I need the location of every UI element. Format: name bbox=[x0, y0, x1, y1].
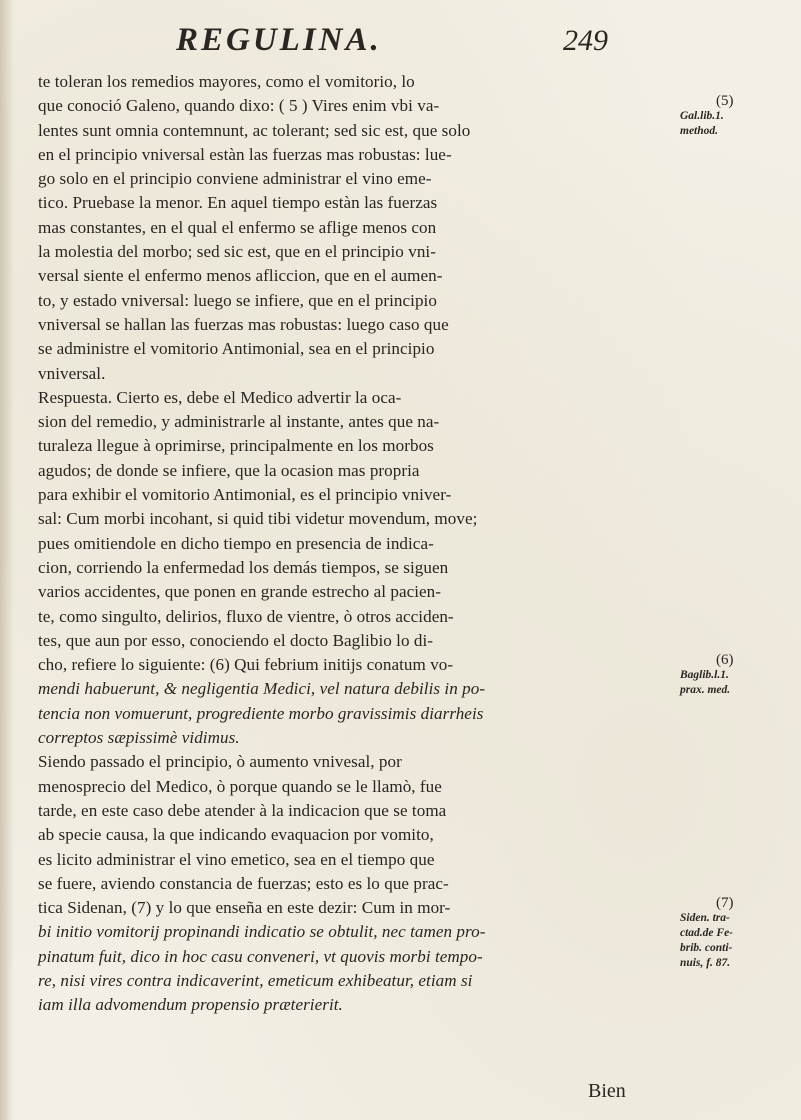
text-line: ab specie causa, la que indicando evaquacion por vomito, bbox=[38, 825, 434, 845]
text-line: turaleza llegue à oprimirse, principalmente en los morbos bbox=[38, 436, 434, 456]
text-line: pinatum fuit, dico in hoc casu conveneri, vt quovis morbi tempo- bbox=[38, 946, 483, 966]
page-number: 249 bbox=[563, 24, 608, 57]
margin-note-number: (5) bbox=[716, 93, 734, 110]
text-line: go solo en el principio conviene administrar el vino eme- bbox=[38, 169, 432, 189]
text-line: se administre el vomitorio Antimonial, sea en el principio bbox=[38, 339, 435, 359]
text-line: menosprecio del Medico, ò porque quando se le llamò, fue bbox=[38, 776, 442, 796]
text-line: tico. Pruebase la menor. En aquel tiempo estàn las fuerzas bbox=[38, 193, 438, 213]
text-line: se fuere, aviendo constancia de fuerzas; esto es lo que prac- bbox=[38, 873, 449, 893]
text-line: versal siente el enfermo menos afliccion, que en el aumen- bbox=[38, 266, 443, 286]
margin-note-text: Baglib.l.1. prax. med. bbox=[680, 669, 731, 697]
text-line: correptos sæpissimè vidimus. bbox=[38, 728, 240, 748]
text-line: mas constantes, en el qual el enfermo se aflige menos con bbox=[38, 217, 437, 237]
text-line: es licito administrar el vino emetico, sea en el tiempo que bbox=[38, 849, 435, 869]
margin-note bbox=[680, 94, 800, 139]
text-line: lentes sunt omnia contemnunt, ac tolerant; sed sic est, que solo bbox=[38, 120, 471, 140]
catchword: Bien bbox=[588, 1080, 626, 1102]
text-line: la molestia del morbo; sed sic est, que en el principio vni- bbox=[38, 242, 436, 262]
text-line: pues omitiendole en dicho tiempo en presencia de indica- bbox=[38, 533, 434, 553]
page-edge-shadow bbox=[0, 0, 14, 1120]
text-line: en el principio vniversal estàn las fuerzas mas robustas: lue- bbox=[38, 144, 452, 164]
text-line: cho, refiere lo siguiente: (6) Qui febrium initijs conatum vo- bbox=[38, 655, 454, 675]
text-line: te, como singulto, delirios, fluxo de vientre, ò otros acciden- bbox=[38, 606, 454, 626]
text-line: vniversal. bbox=[38, 363, 106, 383]
text-line: agudos; de donde se infiere, que la ocasion mas propria bbox=[38, 460, 420, 480]
text-line: Respuesta. Cierto es, debe el Medico advertir la oca- bbox=[38, 387, 402, 407]
text-line: vniversal se hallan las fuerzas mas robustas: luego caso que bbox=[38, 314, 449, 334]
text-line: tarde, en este caso debe atender à la indicacion que se toma bbox=[38, 800, 447, 820]
text-line: te toleran los remedios mayores, como el vomitorio, lo bbox=[38, 72, 415, 91]
margin-note bbox=[680, 896, 800, 971]
text-line: tes, que aun por esso, conociendo el docto Baglibio lo di- bbox=[38, 630, 434, 650]
margin-note-number: (7) bbox=[716, 895, 734, 912]
body-text bbox=[38, 70, 663, 1018]
margin-note-text: Gal.lib.1. method. bbox=[680, 110, 724, 138]
text-line: para exhibir el vomitorio Antimonial, es el principio vniver- bbox=[38, 485, 452, 505]
text-line: tencia non vomuerunt, progrediente morbo gravissimis diarrheis bbox=[38, 703, 484, 723]
text-line: tica Sidenan, (7) y lo que enseña en este dezir: Cum in mor- bbox=[38, 898, 451, 918]
text-line: to, y estado vniversal: luego se infiere, que en el principio bbox=[38, 290, 437, 310]
text-line: sion del remedio, y administrarle al instante, antes que na- bbox=[38, 412, 440, 432]
margin-note-number: (6) bbox=[716, 652, 734, 669]
text-line: varios accidentes, que ponen en grande estrecho al pacien- bbox=[38, 582, 441, 602]
text-line: bi initio vomitorij propinandi indicatio se obtulit, nec tamen pro- bbox=[38, 922, 486, 942]
page-header bbox=[0, 16, 801, 66]
text-line: que conoció Galeno, quando dixo: ( 5 ) Vires enim vbi va- bbox=[38, 96, 440, 116]
text-line: mendi habuerunt, & negligentia Medici, vel natura debilis in po- bbox=[38, 679, 486, 699]
margin-note-text: Siden. tra- ctad.de Fe- brib. conti- nuis, f. 87. bbox=[680, 912, 734, 970]
text-line: cion, corriendo la enfermedad los demás tiempos, se siguen bbox=[38, 557, 449, 577]
running-title: REGULINA. bbox=[176, 22, 382, 58]
margin-note bbox=[680, 653, 800, 698]
text-line: iam illa advomendum propensio præterierit. bbox=[38, 995, 343, 1015]
text-line: Siendo passado el principio, ò aumento vnivesal, por bbox=[38, 752, 402, 772]
text-line: sal: Cum morbi incohant, si quid tibi videtur movendum, move; bbox=[38, 509, 478, 529]
text-line: re, nisi vires contra indicaverint, emeticum exhibeatur, etiam si bbox=[38, 970, 473, 990]
